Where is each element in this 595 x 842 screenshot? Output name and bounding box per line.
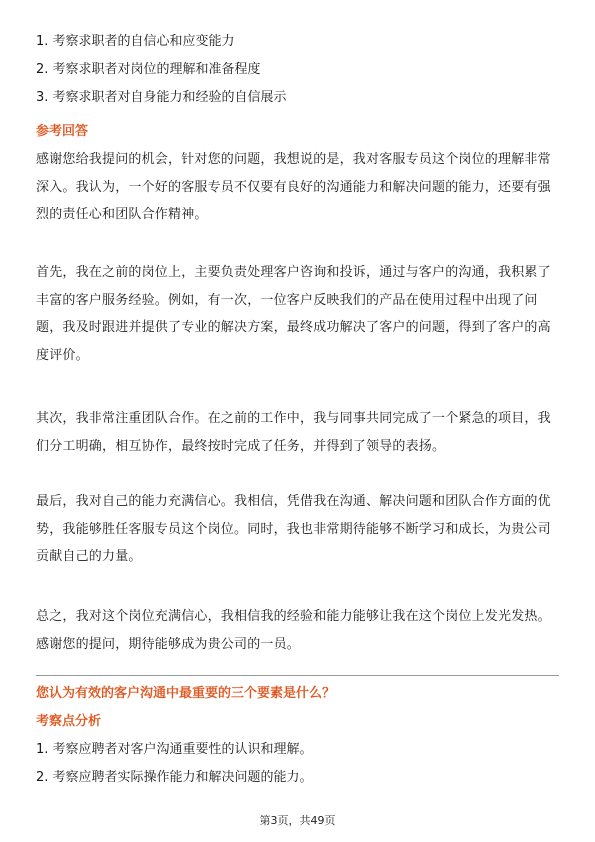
assessment-point: 1. 考察应聘者对客户沟通重要性的认识和理解。: [36, 742, 313, 757]
assessment-point: 2. 考察应聘者实际操作能力和解决问题的能力。: [36, 770, 313, 785]
answer-paragraph: 其次，我非常注重团队合作。在之前的工作中，我与同事共同完成了一个紧急的项目，我们分工明确，相互协作，最终按时完成了任务，并得到了领导的表扬。: [36, 411, 551, 454]
section-divider: [36, 675, 559, 676]
question-title: 您认为有效的客户沟通中最重要的三个要素是什么？: [36, 686, 336, 701]
answer-paragraph: 总之，我对这个岗位充满信心，我相信我的经验和能力能够让我在这个岗位上发光发热。感谢您的提问，期待能够成为贵公司的一员。: [36, 609, 551, 652]
answer-paragraph: 感谢您给我提问的机会，针对您的问题，我想说的是，我对客服专员这个岗位的理解非常深入。我认为，一个好的客服专员不仅要有良好的沟通能力和解决问题的能力，还要有强烈的责任心和团队合作精神。: [36, 152, 551, 223]
analysis-heading: 考察点分析: [36, 714, 102, 729]
answer-paragraph: 首先，我在之前的岗位上，主要负责处理客户咨询和投诉，通过与客户的沟通，我积累了丰富的客户服务经验。例如，有一次，一位客户反映我们的产品在使用过程中出现了问题，我及时跟进并提供了专业的解决方案，最终成功解决了客户的问题，得到了客户的高度评价。: [36, 265, 551, 363]
assessment-point: 1. 考察求职者的自信心和应变能力: [36, 34, 235, 49]
page-number: 第3页，共49页: [259, 814, 336, 827]
assessment-point: 2. 考察求职者对岗位的理解和准备程度: [36, 62, 261, 77]
answer-paragraph: 最后，我对自己的能力充满信心。我相信，凭借我在沟通、解决问题和团队合作方面的优势，我能够胜任客服专员这个岗位。同时，我也非常期待能够不断学习和成长，为贵公司贡献自己的力量。: [36, 494, 551, 565]
answer-heading: 参考回答: [36, 124, 89, 139]
assessment-point: 3. 考察求职者对自身能力和经验的自信展示: [36, 90, 287, 105]
